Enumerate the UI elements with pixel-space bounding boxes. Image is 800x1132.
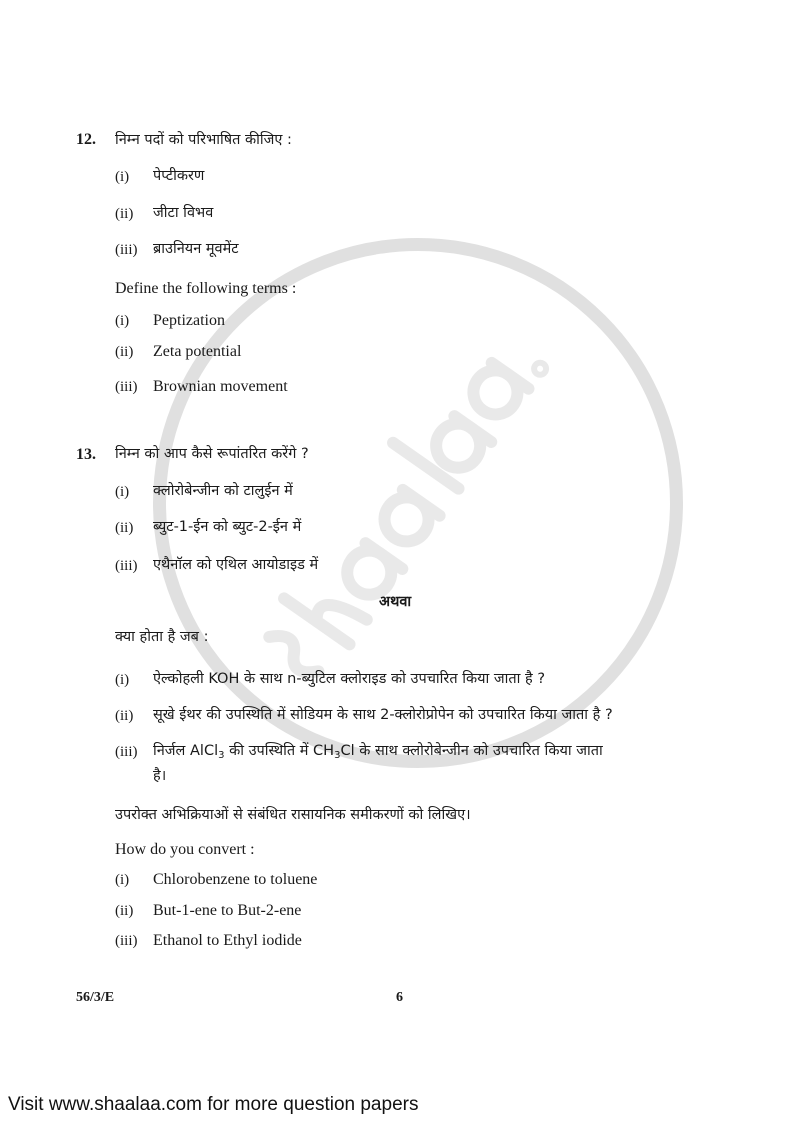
q12-hindi-item: जीटा विभव	[153, 205, 214, 221]
item-number: (i)	[115, 313, 130, 329]
q12-hindi-item: पेप्टीकरण	[153, 168, 205, 184]
item-number: (iii)	[115, 744, 138, 760]
q13-or-item: सूखे ईथर की उपस्थिति में सोडियम के साथ 2-क्लोरोप्रोपेन को उपचारित किया जाता है ?	[153, 707, 613, 723]
q12-english-item: Zeta potential	[153, 343, 242, 360]
q12-english-item: Brownian movement	[153, 378, 288, 395]
q13-hindi-item: क्लोरोबेन्जीन को टालुईन में	[153, 483, 293, 499]
subscript: 3	[218, 750, 225, 761]
item-number: (i)	[115, 169, 130, 185]
item-number: (i)	[115, 672, 130, 688]
item-number: (ii)	[115, 206, 134, 222]
item-number: (iii)	[115, 379, 138, 395]
text: की उपस्थिति में CH	[224, 743, 335, 759]
promo-banner: Visit www.shaalaa.com for more question papers	[8, 1094, 419, 1115]
text: निर्जल AlCl	[153, 743, 219, 759]
item-number: (ii)	[115, 708, 134, 724]
question-number-13: 13.	[76, 446, 96, 463]
q13-english-item: Ethanol to Ethyl iodide	[153, 932, 302, 949]
q13-english-prompt: How do you convert :	[115, 841, 255, 858]
q13-or-item	[153, 741, 603, 761]
q13-english-item: But-1-ene to But-2-ene	[153, 902, 302, 919]
q13-or-item: ऐल्कोहली KOH के साथ n-ब्युटिल क्लोराइड को उपचारित किया जाता है ?	[153, 671, 546, 687]
q13-hindi-item: एथैनॉल को एथिल आयोडाइड में	[153, 557, 319, 573]
paper-code: 56/3/E	[76, 990, 115, 1005]
q13-hindi-prompt: निम्न को आप कैसे रूपांतरित करेंगे ?	[115, 446, 309, 462]
q13-or-prompt: क्या होता है जब :	[115, 629, 209, 645]
q12-hindi-prompt: निम्न पदों को परिभाषित कीजिए :	[115, 132, 292, 148]
item-number: (ii)	[115, 344, 134, 360]
item-number: (i)	[115, 872, 130, 888]
question-number-12: 12.	[76, 131, 96, 148]
q13-english-item: Chlorobenzene to toluene	[153, 871, 318, 888]
q12-hindi-item: ब्राउनियन मूवमेंट	[153, 241, 239, 257]
item-number: (i)	[115, 484, 130, 500]
q12-english-item: Peptization	[153, 312, 225, 329]
item-number: (iii)	[115, 558, 138, 574]
or-separator: अथवा	[379, 594, 412, 610]
q13-or-item-continuation: है।	[153, 768, 167, 784]
q12-english-prompt: Define the following terms :	[115, 280, 297, 297]
item-number: (ii)	[115, 520, 134, 536]
q13-hindi-item: ब्युट-1-ईन को ब्युट-2-ईन में	[153, 519, 302, 535]
subscript: 3	[334, 750, 341, 761]
item-number: (ii)	[115, 903, 134, 919]
q13-equations-note: उपरोक्त अभिक्रियाओं से संबंधित रासायनिक समीकरणों को लिखिए।	[115, 807, 471, 823]
item-number: (iii)	[115, 242, 138, 258]
item-number: (iii)	[115, 933, 138, 949]
page-number: 6	[396, 990, 403, 1005]
text: Cl के साथ क्लोरोबेन्जीन को उपचारित किया जाता	[340, 743, 603, 759]
